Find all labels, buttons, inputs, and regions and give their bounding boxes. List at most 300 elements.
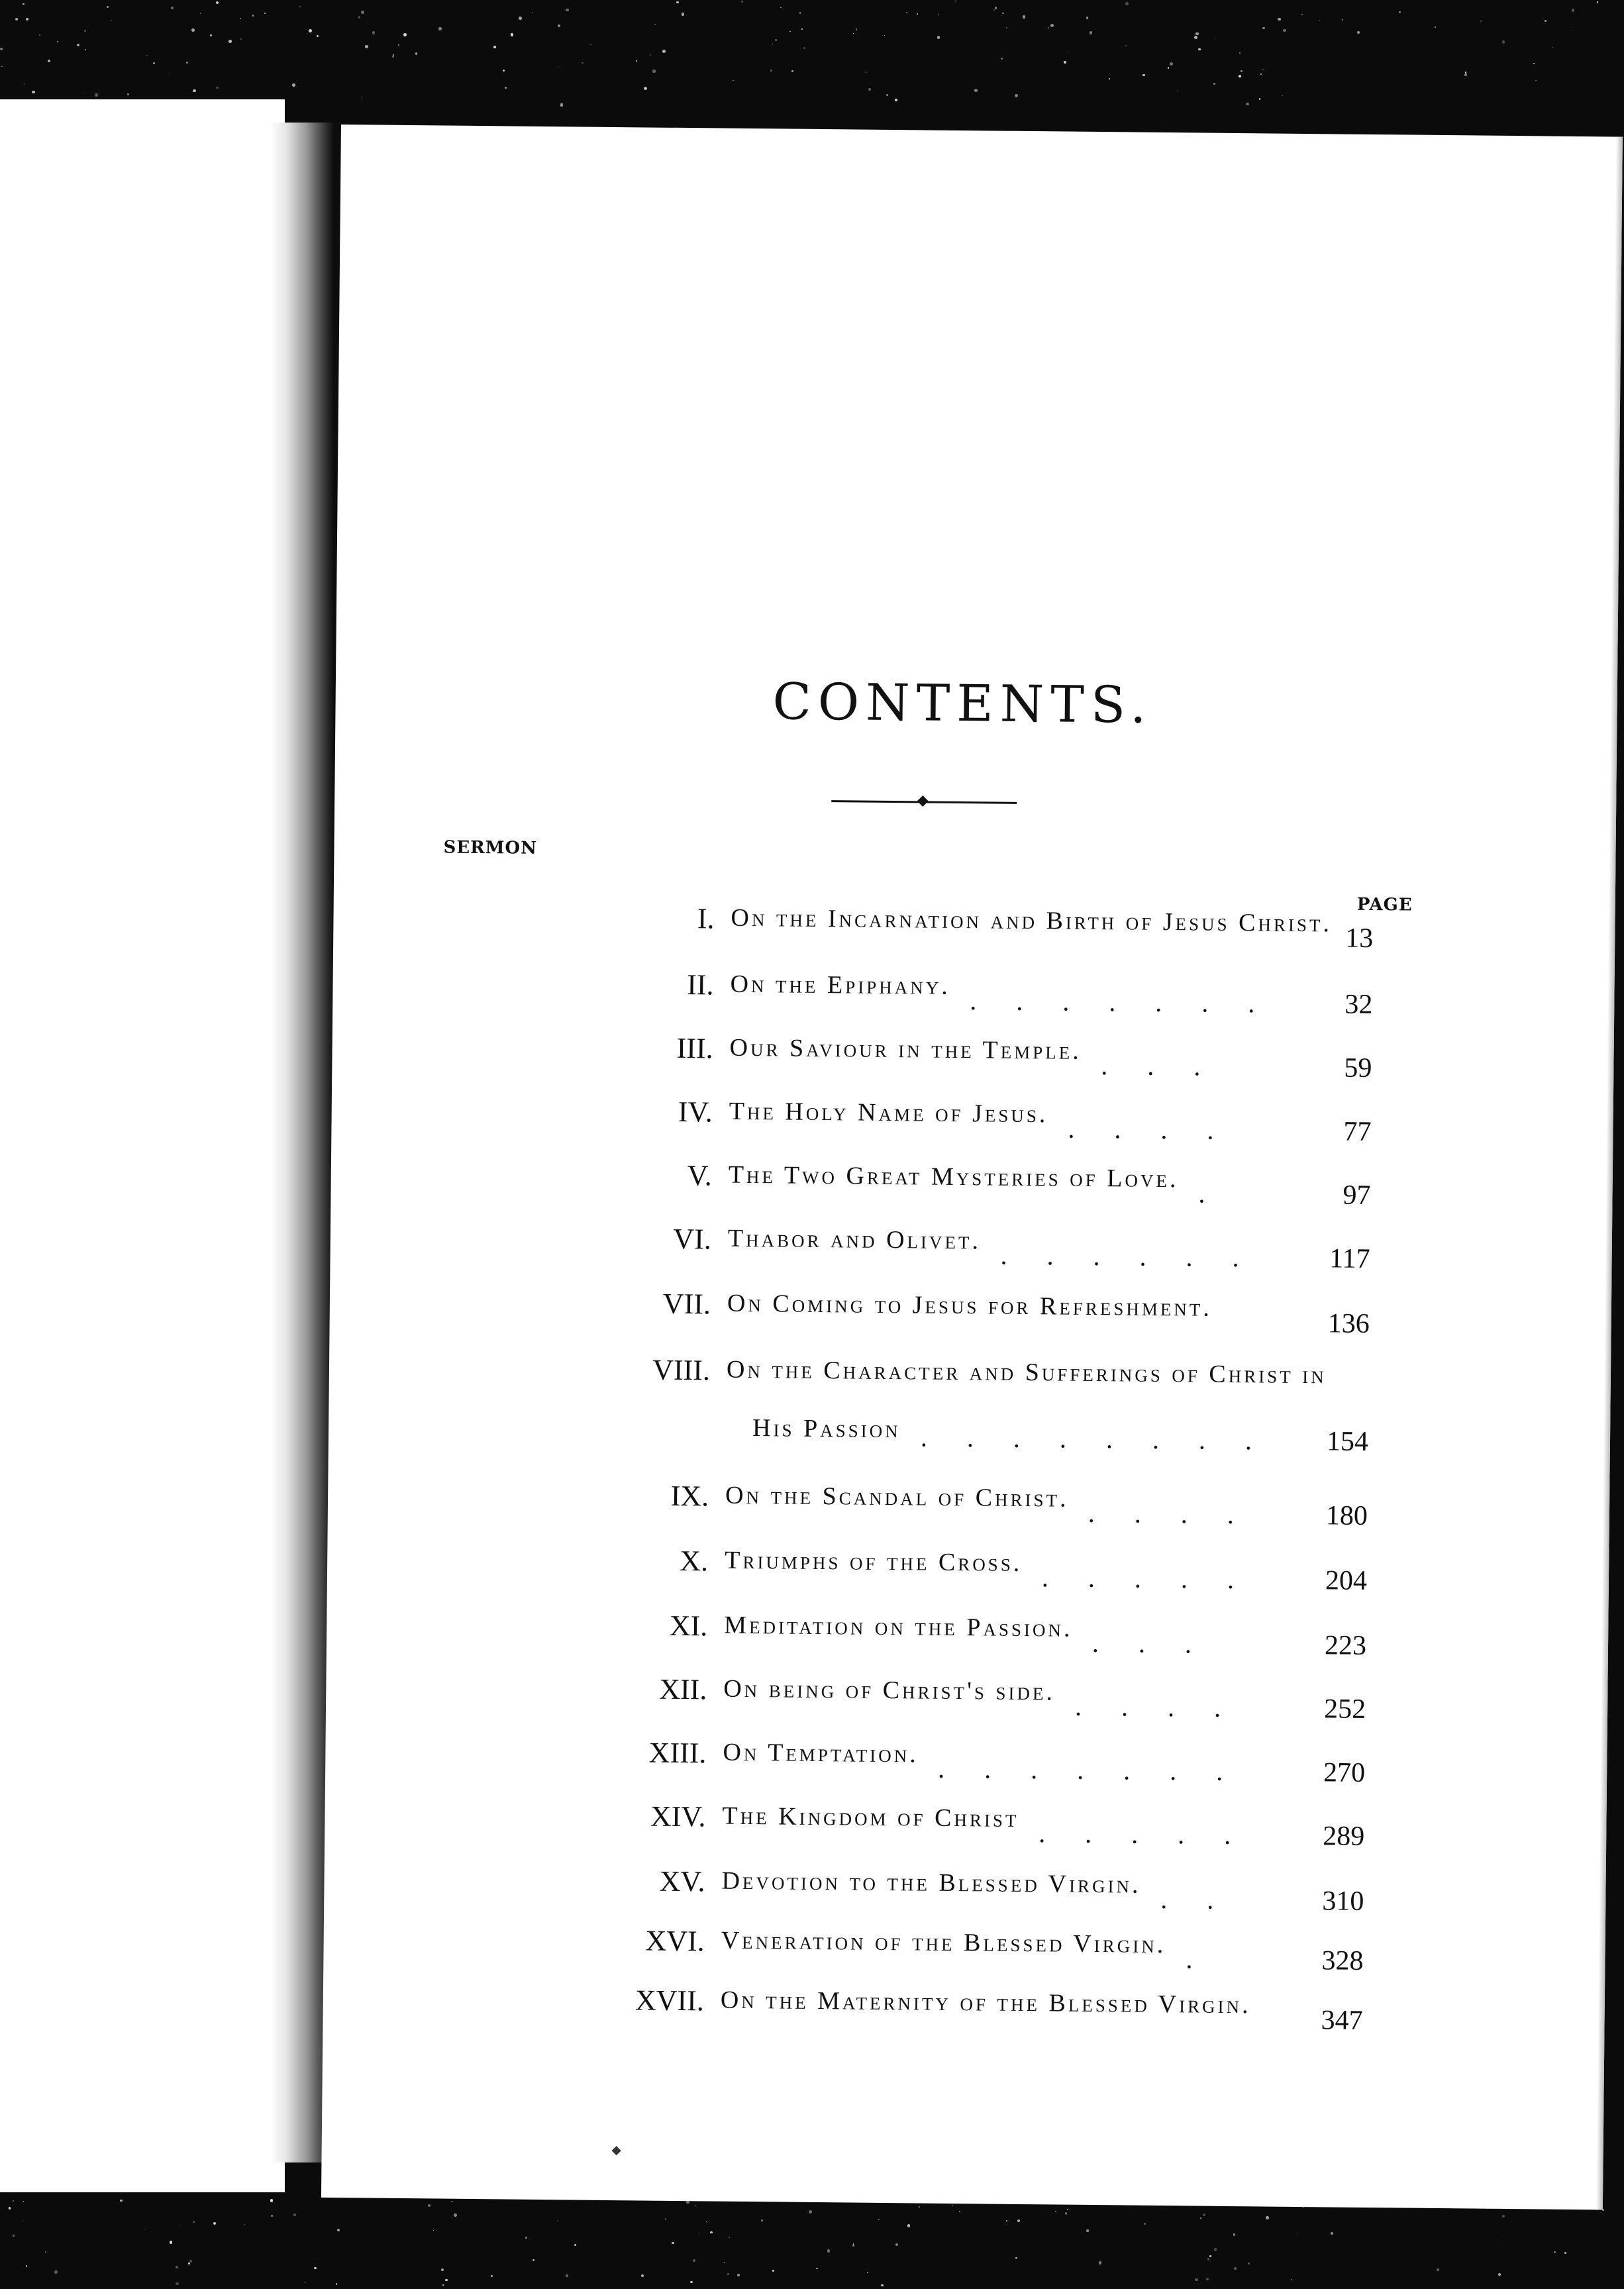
page-number: 154: [1326, 1426, 1369, 1457]
noise-speck: [650, 54, 651, 56]
noise-speck: [1233, 2233, 1235, 2235]
noise-speck: [690, 2281, 692, 2283]
sermon-title: On the Incarnation and Birth of Jesus Christ.: [731, 903, 1333, 938]
noise-speck: [906, 12, 907, 13]
noise-speck: [1260, 74, 1262, 75]
noise-speck: [1002, 13, 1003, 14]
noise-speck: [1342, 19, 1343, 21]
noise-speck: [801, 28, 803, 30]
noise-speck: [23, 2201, 25, 2202]
sermon-numeral: XVI.: [645, 1924, 705, 1958]
noise-speck: [974, 89, 978, 92]
sermon-numeral: II.: [687, 968, 714, 1001]
noise-speck: [372, 31, 375, 34]
dot-leader: .: [1198, 1178, 1245, 1209]
noise-speck: [317, 35, 319, 37]
noise-speck: [438, 27, 442, 30]
noise-speck: [1090, 31, 1092, 34]
noise-speck: [228, 40, 232, 43]
noise-speck: [454, 2213, 457, 2217]
noise-speck: [791, 70, 793, 72]
noise-speck: [176, 2282, 178, 2285]
noise-speck: [1, 66, 2, 67]
contents-page: [321, 125, 1623, 2210]
noise-speck: [1144, 2223, 1146, 2225]
noise-speck: [641, 2274, 644, 2277]
noise-speck: [884, 35, 886, 36]
toc-entry: [327, 1605, 1453, 1669]
noise-speck: [737, 2274, 739, 2276]
noise-speck: [193, 89, 195, 92]
noise-speck: [1109, 78, 1110, 79]
sermon-title: Triumphs of the Cross.: [725, 1546, 1023, 1577]
noise-speck: [1067, 2209, 1068, 2210]
ornamental-rule: [831, 798, 1017, 805]
toc-entry: [332, 1028, 1458, 1092]
noise-speck: [952, 2205, 953, 2206]
noise-speck: [886, 94, 888, 96]
page-number: 347: [1321, 2005, 1363, 2036]
noise-speck: [1266, 2216, 1269, 2219]
noise-speck: [314, 2267, 317, 2270]
dot-leader: . . . . . . .: [970, 986, 1295, 1019]
bottom-page-mark: [612, 2146, 621, 2155]
noise-speck: [337, 2229, 340, 2231]
sermon-numeral: XIV.: [650, 1800, 706, 1833]
noise-speck: [1535, 80, 1536, 81]
noise-speck: [244, 2224, 245, 2225]
toc-entry: [330, 1155, 1457, 1219]
noise-speck: [193, 2221, 195, 2223]
sermon-title: On the Scandal of Christ.: [725, 1481, 1069, 1513]
sermon-numeral: XII.: [659, 1672, 707, 1706]
toc-entry: [327, 1541, 1454, 1604]
page-number: 136: [1327, 1308, 1370, 1339]
sermon-title: Our Saviour in the Temple.: [729, 1033, 1082, 1065]
toc-entry: [326, 1669, 1452, 1733]
noise-speck: [1480, 21, 1482, 22]
noise-speck: [959, 2211, 960, 2212]
noise-speck: [816, 2268, 818, 2270]
noise-speck: [1064, 61, 1066, 64]
noise-speck: [358, 16, 360, 18]
noise-speck: [1209, 2255, 1211, 2257]
toc-entry: [324, 1861, 1450, 1925]
noise-speck: [1055, 2211, 1056, 2212]
noise-speck: [1125, 2, 1129, 5]
noise-speck: [451, 2201, 452, 2202]
dot-leader: . . . . . . .: [937, 1753, 1263, 1787]
page-number: 270: [1323, 1757, 1366, 1788]
noise-speck: [937, 36, 940, 38]
toc-entry: [329, 1350, 1455, 1457]
toc-entry: [328, 1476, 1454, 1539]
noise-speck: [741, 1, 743, 3]
noise-speck: [803, 47, 805, 49]
noise-speck: [188, 2263, 190, 2264]
noise-speck: [1200, 2217, 1201, 2219]
noise-speck: [1006, 2220, 1007, 2221]
noise-speck: [917, 13, 919, 15]
noise-speck: [299, 6, 301, 7]
page-number: 59: [1344, 1052, 1372, 1084]
noise-speck: [772, 2270, 774, 2272]
noise-speck: [867, 2272, 868, 2273]
noise-speck: [186, 62, 189, 64]
noise-speck: [1168, 67, 1170, 69]
sermon-title: The Kingdom of Christ: [722, 1802, 1019, 1833]
noise-speck: [853, 33, 854, 34]
sermon-title: Veneration of the Blessed Virgin.: [721, 1926, 1166, 1959]
noise-speck: [1065, 2212, 1068, 2215]
noise-speck: [445, 2279, 448, 2282]
sermon-numeral: X.: [680, 1545, 709, 1578]
noise-speck: [1564, 2252, 1566, 2254]
noise-speck: [1142, 74, 1145, 77]
noise-speck: [171, 7, 174, 9]
noise-speck: [519, 17, 522, 20]
noise-speck: [365, 45, 368, 48]
sermon-numeral: III.: [676, 1031, 713, 1065]
noise-speck: [558, 25, 560, 27]
sermon-column-label: SERMON: [443, 837, 538, 858]
noise-speck: [693, 2259, 695, 2262]
page-number: 223: [1324, 1630, 1367, 1661]
noise-speck: [1435, 26, 1437, 28]
noise-speck: [1291, 2279, 1292, 2280]
noise-speck: [724, 2262, 725, 2263]
noise-speck: [1048, 27, 1049, 28]
noise-speck: [938, 14, 940, 16]
noise-speck: [1015, 2257, 1017, 2259]
noise-speck: [240, 18, 241, 19]
sermon-title: On Temptation.: [723, 1738, 919, 1768]
noise-speck: [1246, 103, 1249, 106]
noise-speck: [309, 29, 312, 32]
noise-speck: [1017, 2219, 1020, 2222]
noise-speck: [557, 2220, 558, 2221]
noise-speck: [264, 13, 266, 15]
noise-speck: [9, 2207, 11, 2210]
noise-speck: [1357, 31, 1360, 34]
dot-leader: . . . . .: [1041, 1562, 1274, 1595]
page-number: 97: [1343, 1180, 1371, 1211]
sermon-numeral: XIII.: [648, 1736, 707, 1770]
page-number: 180: [1325, 1500, 1368, 1531]
noise-speck: [706, 2221, 707, 2222]
noise-speck: [216, 87, 219, 89]
noise-speck: [200, 13, 201, 14]
noise-speck: [1283, 29, 1286, 32]
page-title: CONTENTS.: [772, 672, 1153, 735]
noise-speck: [1125, 45, 1127, 46]
noise-speck: [1099, 2261, 1102, 2264]
noise-speck: [1262, 27, 1264, 29]
sermon-title: On the Character and Sufferings of Christ in: [726, 1355, 1327, 1390]
sermon-numeral: XVII.: [634, 1984, 705, 2017]
noise-speck: [120, 2200, 122, 2202]
noise-speck: [45, 2251, 46, 2253]
noise-speck: [32, 91, 35, 94]
noise-speck: [775, 39, 777, 41]
sermon-numeral: VIII.: [652, 1353, 711, 1387]
noise-speck: [84, 30, 86, 32]
noise-speck: [1437, 2268, 1439, 2271]
noise-speck: [799, 12, 801, 14]
noise-speck: [789, 31, 790, 32]
page-number: 13: [1345, 923, 1374, 954]
page-number: 252: [1323, 1694, 1366, 1725]
sermon-title: On being of Christ's side.: [723, 1674, 1056, 1706]
noise-speck: [662, 50, 666, 53]
noise-speck: [676, 1, 678, 3]
noise-speck: [878, 2219, 880, 2220]
noise-speck: [433, 2230, 434, 2231]
noise-speck: [1213, 83, 1215, 85]
page-number: 204: [1325, 1565, 1368, 1596]
noise-speck: [107, 6, 108, 7]
noise-speck: [393, 54, 394, 56]
noise-speck: [1001, 58, 1003, 60]
noise-speck: [827, 2249, 830, 2252]
toc-entry: [325, 1796, 1451, 1860]
noise-speck: [1545, 20, 1547, 22]
noise-speck: [491, 2275, 493, 2278]
sermon-numeral: XI.: [669, 1609, 708, 1643]
noise-speck: [1207, 2258, 1209, 2260]
noise-speck: [1214, 2248, 1217, 2251]
noise-speck: [654, 24, 656, 26]
noise-speck: [710, 2231, 712, 2233]
noise-speck: [532, 12, 533, 13]
noise-speck: [895, 99, 897, 101]
toc-entry: [329, 1284, 1456, 1347]
noise-speck: [210, 34, 212, 36]
noise-speck: [292, 83, 295, 87]
noise-speck: [415, 52, 417, 54]
dot-leader: . . . . . . . .: [920, 1422, 1292, 1456]
noise-speck: [216, 1, 219, 4]
dot-leader: . . .: [1101, 1050, 1241, 1082]
sermon-numeral: VI.: [673, 1222, 712, 1256]
sermon-title-continued: His Passion: [752, 1414, 901, 1444]
page-number: 77: [1343, 1116, 1372, 1148]
sermon-numeral: IV.: [678, 1095, 713, 1129]
noise-speck: [780, 7, 781, 8]
noise-speck: [919, 2206, 920, 2208]
noise-speck: [1206, 2278, 1209, 2280]
noise-speck: [271, 2215, 273, 2217]
noise-speck: [146, 55, 148, 56]
noise-speck: [127, 93, 129, 95]
noise-speck: [13, 2200, 14, 2202]
noise-speck: [1554, 2251, 1555, 2253]
sermon-numeral: V.: [687, 1159, 713, 1192]
noise-speck: [761, 2219, 763, 2221]
noise-speck: [566, 9, 569, 12]
noise-speck: [57, 41, 58, 42]
noise-speck: [252, 15, 254, 16]
noise-speck: [1278, 18, 1280, 21]
noise-speck: [1015, 94, 1018, 97]
noise-speck: [511, 33, 513, 36]
noise-speck: [361, 11, 364, 13]
noise-speck: [0, 48, 3, 50]
noise-speck: [240, 38, 242, 40]
noise-speck: [1006, 27, 1008, 29]
noise-speck: [111, 20, 112, 21]
noise-speck: [428, 2204, 431, 2207]
dot-leader: . . .: [1091, 1627, 1232, 1660]
noise-speck: [15, 18, 18, 21]
noise-speck: [170, 73, 171, 74]
noise-speck: [189, 2260, 192, 2263]
noise-speck: [336, 2283, 337, 2284]
noise-speck: [574, 2244, 576, 2246]
noise-speck: [590, 44, 591, 45]
noise-speck: [1301, 14, 1303, 15]
page-column-label: PAGE: [1356, 894, 1413, 915]
noise-speck: [686, 2201, 689, 2204]
noise-speck: [582, 62, 584, 64]
noise-speck: [672, 2242, 674, 2245]
noise-speck: [23, 3, 25, 5]
sermon-numeral: I.: [697, 902, 715, 935]
noise-speck: [1498, 2273, 1501, 2276]
noise-speck: [293, 2213, 296, 2216]
noise-speck: [26, 18, 28, 21]
noise-speck: [1464, 74, 1467, 76]
page-edge-shadow: [1596, 136, 1623, 2210]
noise-speck: [729, 2237, 730, 2238]
noise-speck: [770, 70, 772, 72]
toc-entry: [331, 1092, 1458, 1155]
noise-speck: [868, 88, 871, 91]
noise-speck: [995, 7, 997, 9]
noise-speck: [895, 2243, 898, 2246]
page-number: 310: [1322, 1886, 1364, 1917]
noise-speck: [1502, 40, 1505, 44]
noise-speck: [1086, 2229, 1089, 2232]
noise-speck: [176, 2266, 178, 2268]
noise-speck: [682, 13, 685, 16]
noise-speck: [727, 2273, 729, 2275]
noise-speck: [566, 2274, 568, 2277]
dot-leader: . . . .: [1088, 1498, 1274, 1530]
noise-speck: [1282, 95, 1283, 96]
noise-speck: [398, 44, 399, 46]
noise-speck: [533, 2259, 534, 2261]
toc-entry: [323, 1921, 1450, 1984]
page-number: 328: [1321, 1945, 1364, 1976]
sermon-title: On Coming to Jesus for Refreshment.: [727, 1289, 1213, 1322]
dot-leader: .: [1186, 1944, 1233, 1975]
noise-speck: [54, 2270, 58, 2274]
toc-entry: [323, 1980, 1449, 2044]
noise-speck: [85, 49, 86, 50]
sermon-title: On the Maternity of the Blessed Virgin.: [720, 1986, 1251, 2019]
dot-leader: . . . .: [1074, 1691, 1261, 1723]
page-number: 117: [1329, 1243, 1370, 1274]
sermon-title: Devotion to the Blessed Virgin.: [721, 1866, 1141, 1899]
noise-speck: [270, 2199, 273, 2202]
toc-entry: [325, 1733, 1452, 1796]
noise-speck: [153, 62, 154, 64]
noise-speck: [26, 2265, 28, 2267]
noise-speck: [1533, 63, 1535, 64]
noise-speck: [213, 2222, 216, 2225]
sermon-title: Thabor and Olivet.: [727, 1224, 982, 1255]
sermon-numeral: IX.: [670, 1479, 709, 1513]
noise-speck: [22, 2220, 23, 2221]
noise-speck: [403, 33, 407, 36]
sermon-numeral: VII.: [662, 1287, 711, 1321]
rule-diamond-ornament: [917, 795, 929, 807]
page-number: 32: [1345, 989, 1373, 1021]
noise-speck: [1170, 62, 1173, 66]
toc-entry: [333, 898, 1460, 962]
noise-speck: [1234, 2267, 1237, 2270]
noise-speck: [1194, 36, 1197, 39]
noise-speck: [1239, 75, 1241, 77]
noise-speck: [442, 2284, 444, 2286]
noise-speck: [955, 1, 956, 2]
sermon-title: On the Epiphany.: [730, 970, 950, 1000]
noise-speck: [560, 103, 563, 106]
dot-leader: . . . . .: [1039, 1818, 1271, 1851]
page-number: 289: [1323, 1821, 1365, 1852]
noise-speck: [191, 28, 195, 32]
noise-speck: [170, 2241, 173, 2244]
noise-speck: [441, 2268, 444, 2271]
toc-entry: [330, 1219, 1456, 1282]
noise-speck: [1248, 2263, 1250, 2265]
noise-speck: [1068, 52, 1069, 53]
noise-speck: [1572, 9, 1574, 11]
noise-speck: [48, 60, 50, 62]
sermon-title: The Two Great Mysteries of Love.: [728, 1160, 1179, 1194]
noise-speck: [644, 87, 647, 90]
noise-speck: [505, 87, 507, 89]
noise-speck: [1050, 24, 1054, 27]
noise-speck: [856, 28, 858, 30]
noise-speck: [1597, 1, 1599, 3]
noise-speck: [1023, 15, 1026, 19]
dot-leader: . . . .: [1068, 1113, 1254, 1146]
noise-speck: [1399, 11, 1401, 13]
noise-speck: [1331, 2232, 1333, 2235]
sermon-numeral: XV.: [659, 1864, 705, 1898]
noise-speck: [1195, 32, 1199, 36]
left-page-blank: [0, 99, 285, 2192]
noise-speck: [993, 9, 995, 11]
noise-speck: [307, 33, 308, 34]
noise-speck: [1086, 17, 1088, 19]
noise-speck: [525, 2237, 527, 2239]
noise-speck: [1241, 70, 1243, 72]
noise-speck: [665, 2218, 666, 2219]
noise-speck: [809, 2210, 812, 2213]
dot-leader: . . . . . .: [1000, 1240, 1279, 1273]
noise-speck: [95, 93, 98, 97]
toc-entry: [332, 964, 1459, 1028]
noise-speck: [907, 2224, 910, 2227]
noise-speck: [39, 34, 40, 36]
noise-speck: [77, 44, 79, 46]
noise-speck: [1195, 2278, 1198, 2282]
noise-speck: [1239, 52, 1241, 54]
noise-speck: [13, 2235, 15, 2237]
